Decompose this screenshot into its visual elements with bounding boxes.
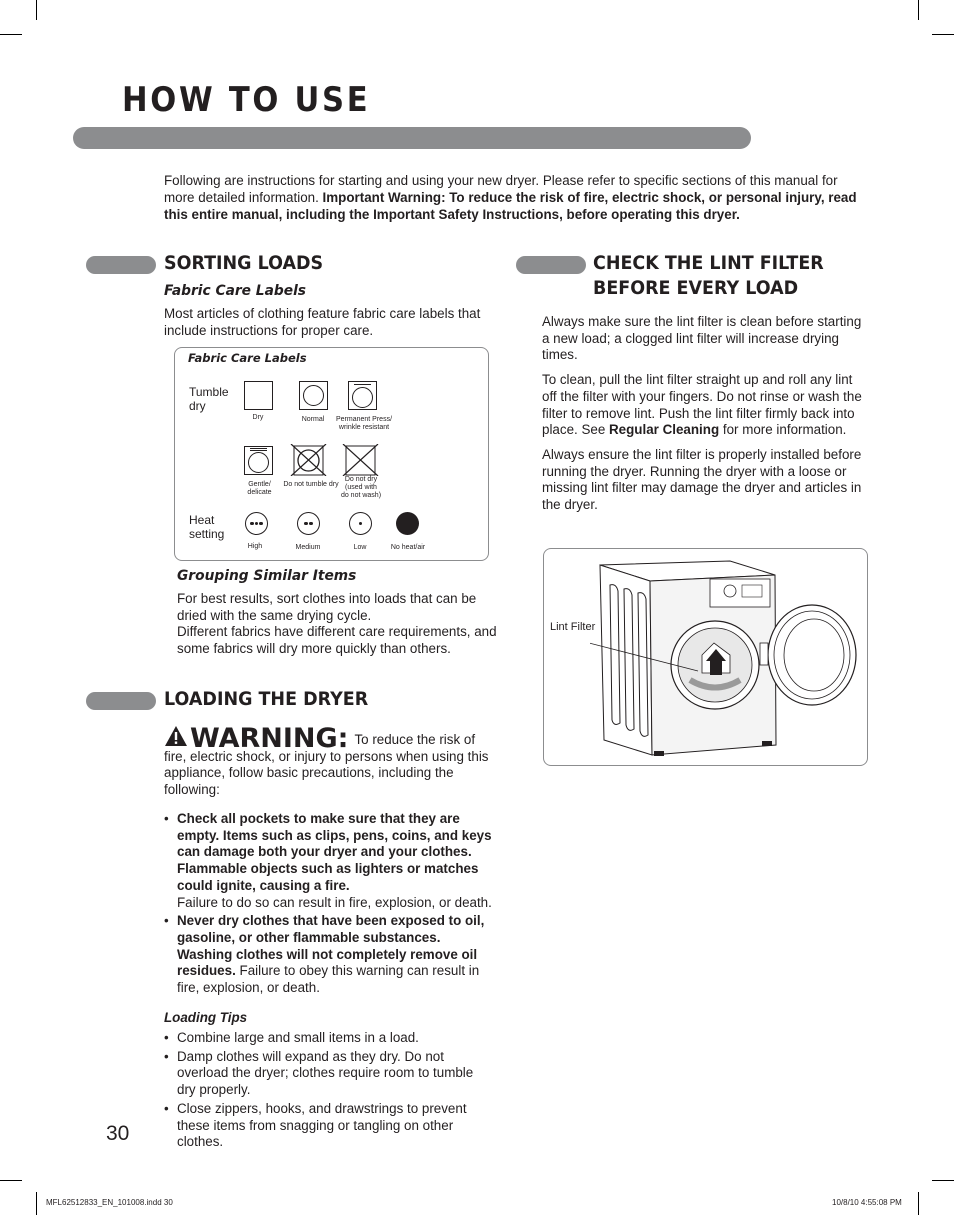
- no-heat-caption: No heat/air: [390, 544, 426, 551]
- high-caption: High: [247, 543, 263, 550]
- caption-line: wrinkle resistant: [338, 424, 390, 431]
- permanent-press-symbol-icon: [348, 381, 377, 410]
- section-pill: [86, 692, 156, 710]
- warning-triangle-icon: [164, 725, 188, 747]
- lint-text-part: To clean, pull the lint filter straight up and roll any lint off the filter with your fingers. Do not rinse or wash the filter to remove lint. Push the lint filter firmly back into place. See: [542, 372, 862, 438]
- lint-filter-label: Lint Filter: [550, 621, 596, 633]
- grouping-subheading: Grouping Similar Items: [177, 568, 357, 584]
- crop-mark: [918, 0, 919, 20]
- lint-paragraph: Always make sure the lint filter is clean before starting a new load; a clogged lint filter will increase drying times.: [542, 314, 862, 363]
- crop-mark: [36, 0, 37, 20]
- sorting-heading: SORTING LOADS: [164, 252, 324, 274]
- bullet-normal: Failure to do so can result in fire, explosion, or death.: [177, 894, 492, 910]
- crop-mark: [36, 1192, 37, 1215]
- warning-block: [164, 725, 494, 799]
- no-tumble-caption: Do not tumble dry: [283, 481, 339, 488]
- crop-mark: [0, 34, 22, 35]
- grouping-text: [177, 591, 502, 658]
- do-not-tumble-dry-icon: [290, 444, 328, 476]
- heat-label-line: setting: [189, 527, 225, 541]
- dryer-illustration: [590, 555, 862, 760]
- warning-bullets: [164, 811, 494, 999]
- tumble-dry-label: [189, 385, 229, 413]
- gentle-symbol-icon: [244, 446, 273, 475]
- intro-text: Following are instructions for starting and using your new dryer. Please refer to specific sections of this manual for more detailed information.: [164, 173, 838, 205]
- caption-line: Gentle/: [248, 481, 271, 488]
- list-item: [164, 913, 494, 997]
- lint-heading: [593, 251, 824, 301]
- bar-icon: [250, 448, 267, 449]
- lint-heading-line: BEFORE EVERY LOAD: [593, 277, 799, 299]
- bullet-bold: Never dry clothes that have been exposed to oil, gasoline, or other flammable substances. Washing clothes will not completely remove oil residues.: [177, 913, 485, 979]
- low-caption: Low: [353, 544, 367, 551]
- medium-caption: Medium: [295, 544, 321, 551]
- caption-line: (used with: [345, 484, 377, 491]
- page-title: HOW TO USE: [122, 80, 371, 120]
- circle-icon: [248, 452, 269, 473]
- warning-word: WARNING:: [190, 723, 349, 754]
- grouping-line: For best results, sort clothes into loads that can be dried with the same drying cycle.: [177, 591, 477, 623]
- intro-warning: Important Warning: To reduce the risk of fire, electric shock, or personal injury, read this entire manual, including the Important Safety Instructions, before operating this dryer.: [164, 190, 857, 222]
- high-heat-icon: [245, 512, 268, 535]
- list-item: • Damp clothes will expand as they dry. Do not overload the dryer; clothes require room to tumble dry properly.: [164, 1049, 484, 1099]
- heat-label-line: Heat: [189, 513, 215, 527]
- tumble-label-line: dry: [189, 399, 206, 413]
- warning-text: To reduce the risk of fire, electric shock, or injury to persons when using this appliance, follow basic precautions, including the following:: [164, 732, 489, 798]
- tumble-label-line: Tumble: [189, 385, 229, 399]
- normal-symbol-icon: [299, 381, 328, 410]
- bar-icon: [250, 450, 267, 451]
- page-number: 30: [106, 1122, 130, 1145]
- list-item: • Close zippers, hooks, and drawstrings to prevent these items from snagging or tangling on other clothes.: [164, 1101, 484, 1151]
- lint-paragraph: Always ensure the lint filter is properly installed before running the dryer. Running the dryer with a loose or missing lint filter may damage the dryer and articles in the dryer.: [542, 446, 862, 513]
- caption-line: delicate: [247, 489, 272, 496]
- dry-symbol-icon: [244, 381, 273, 410]
- grouping-line: Different fabrics have different care requirements, and some fabrics will dry more quickly than others.: [177, 624, 497, 657]
- gentle-caption: [238, 481, 281, 497]
- lint-text: [542, 314, 869, 522]
- crop-mark: [932, 34, 954, 35]
- care-text: Most articles of clothing feature fabric care labels that include instructions for proper care.: [164, 306, 481, 338]
- crop-mark: [932, 1180, 954, 1181]
- title-bar: [73, 127, 751, 149]
- caption-line: Do not dry: [344, 476, 378, 483]
- intro-paragraph: [164, 172, 869, 223]
- bar-icon: [354, 384, 371, 385]
- perm-press-caption: [325, 416, 403, 432]
- loading-tips: [164, 1030, 484, 1153]
- list-item: • Combine large and small items in a load.: [164, 1030, 484, 1047]
- lint-heading-line: CHECK THE LINT FILTER: [593, 252, 824, 274]
- footer-left: MFL62512833_EN_101008.indd 30: [46, 1198, 173, 1207]
- low-heat-icon: [349, 512, 372, 535]
- dry-caption: Dry: [252, 414, 264, 421]
- care-subheading: Fabric Care Labels: [164, 283, 306, 299]
- do-not-dry-icon: [342, 444, 380, 476]
- care-box-title: Fabric Care Labels: [188, 351, 307, 365]
- bullet-normal: Failure to obey this warning can result in fire, explosion, or death.: [177, 963, 480, 996]
- crop-mark: [0, 1180, 22, 1181]
- bullet-bold: Check all pockets to make sure that they are empty. Items such as clips, pens, coins, and keys can damage both your dryer and your clothes. Flammable objects such as lighters or matches could ignite, causing a fire.: [177, 811, 492, 893]
- caption-line: Permanent Press/: [335, 416, 393, 423]
- lint-paragraph: [542, 372, 869, 439]
- loading-tips-heading: Loading Tips: [164, 1010, 248, 1025]
- loading-heading: LOADING THE DRYER: [164, 688, 369, 710]
- normal-caption: Normal: [301, 416, 325, 423]
- regular-cleaning-ref: Regular Cleaning: [609, 422, 720, 438]
- circle-icon: [352, 387, 373, 408]
- medium-heat-icon: [297, 512, 320, 535]
- footer-right: 10/8/10 4:55:08 PM: [832, 1198, 902, 1207]
- circle-icon: [303, 385, 324, 406]
- crop-mark: [918, 1192, 919, 1215]
- lint-text-part: for more information.: [719, 422, 847, 438]
- caption-line: do not wash): [340, 492, 382, 499]
- section-pill: [516, 256, 586, 274]
- list-item: [164, 811, 494, 911]
- no-dry-caption: [336, 476, 386, 500]
- heat-setting-label: [189, 513, 224, 541]
- section-pill: [86, 256, 156, 274]
- no-heat-icon: [396, 512, 419, 535]
